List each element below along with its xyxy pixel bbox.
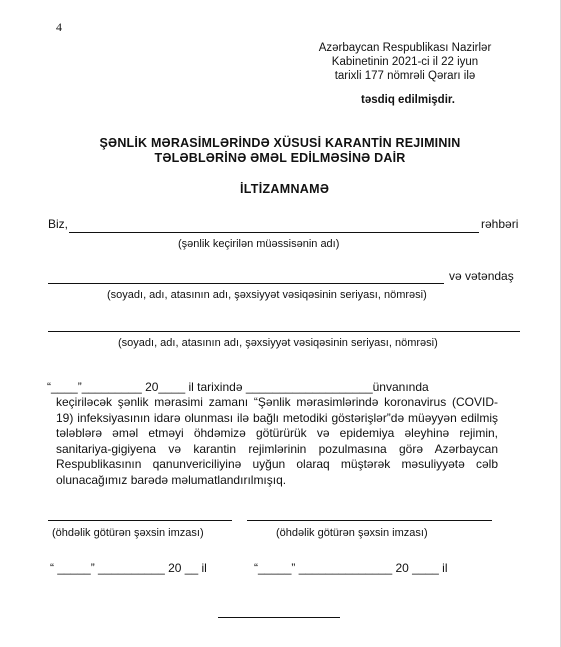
signature-line-left[interactable]	[48, 520, 232, 521]
statement-body: keçiriləcək şənlik mərasimi zamanı “Şənlik mərasimlərində koronavirus (COVID-19) infeksiyasının idarə olunması ilə bağlı metodiki göstərişlər”də müəyyən edilmiş tələblərə əməl etməyi öhdəmizə götürürük və epidemiya əleyhinə rejimin, sanitariya-gigiyena və karantin rejimlərinin pozulmasına görə Azərbaycan Respublikasının qanunvericiliyinə uyğun olaraq müştərək məsuliyyətə cəlb olunacağımız barədə məlumatlandırılmışıq.	[56, 395, 498, 487]
rehberi-label: rəhbəri	[481, 217, 519, 231]
document-heading	[60, 136, 500, 166]
person1-caption: (soyadı, adı, atasının adı, şəxsiyyət vəsiqəsinin seriyası, nömrəsi)	[107, 289, 427, 301]
date-left: “ _____” __________ 20 __ il	[50, 561, 207, 575]
heading-line-2: TƏLƏBLƏRİNƏ ƏMƏL EDİLMƏSİNƏ DAİR	[154, 151, 406, 165]
venue-field-line[interactable]	[69, 232, 479, 233]
heading-line-1: ŞƏNLİK MƏRASİMLƏRİNDƏ XÜSUSİ KARANTİN REJIMININ	[99, 136, 461, 150]
signature-line-right[interactable]	[247, 520, 492, 521]
approved-text: təsdiq edilmişdir.	[361, 94, 455, 106]
document-title: İLTİZAMNAMƏ	[240, 182, 330, 196]
venue-caption: (şənlik keçirilən müəssisənin adı)	[178, 238, 340, 250]
person2-caption: (soyadı, adı, atasının adı, şəxsiyyət vəsiqəsinin seriyası, nömrəsi)	[118, 337, 438, 349]
ve-vetendas-label: və vətəndaş	[449, 269, 514, 283]
person2-field-line[interactable]	[48, 331, 520, 332]
bottom-line[interactable]	[218, 617, 340, 618]
approval-line-3: tarixli 177 nömrəli Qərarı ilə	[334, 70, 476, 82]
signature-caption-left: (öhdəlik götürən şəxsin imzası)	[52, 527, 204, 539]
page-number: 4	[56, 20, 62, 34]
date-right: “_____” ______________ 20 ____ il	[254, 561, 448, 575]
statement-line-1: “____”_________ 20____ il tarixində ___________________ünvanında	[47, 380, 429, 394]
approval-line-2: Kabinetinin 2021-ci il 22 iyun	[331, 56, 479, 68]
approval-block	[300, 41, 510, 83]
approval-line-1: Azərbaycan Respublikası Nazirlər	[318, 42, 492, 54]
biz-label: Biz,	[48, 217, 69, 231]
person1-field-line[interactable]	[48, 283, 444, 284]
signature-caption-right: (öhdəlik götürən şəxsin imzası)	[276, 527, 428, 539]
